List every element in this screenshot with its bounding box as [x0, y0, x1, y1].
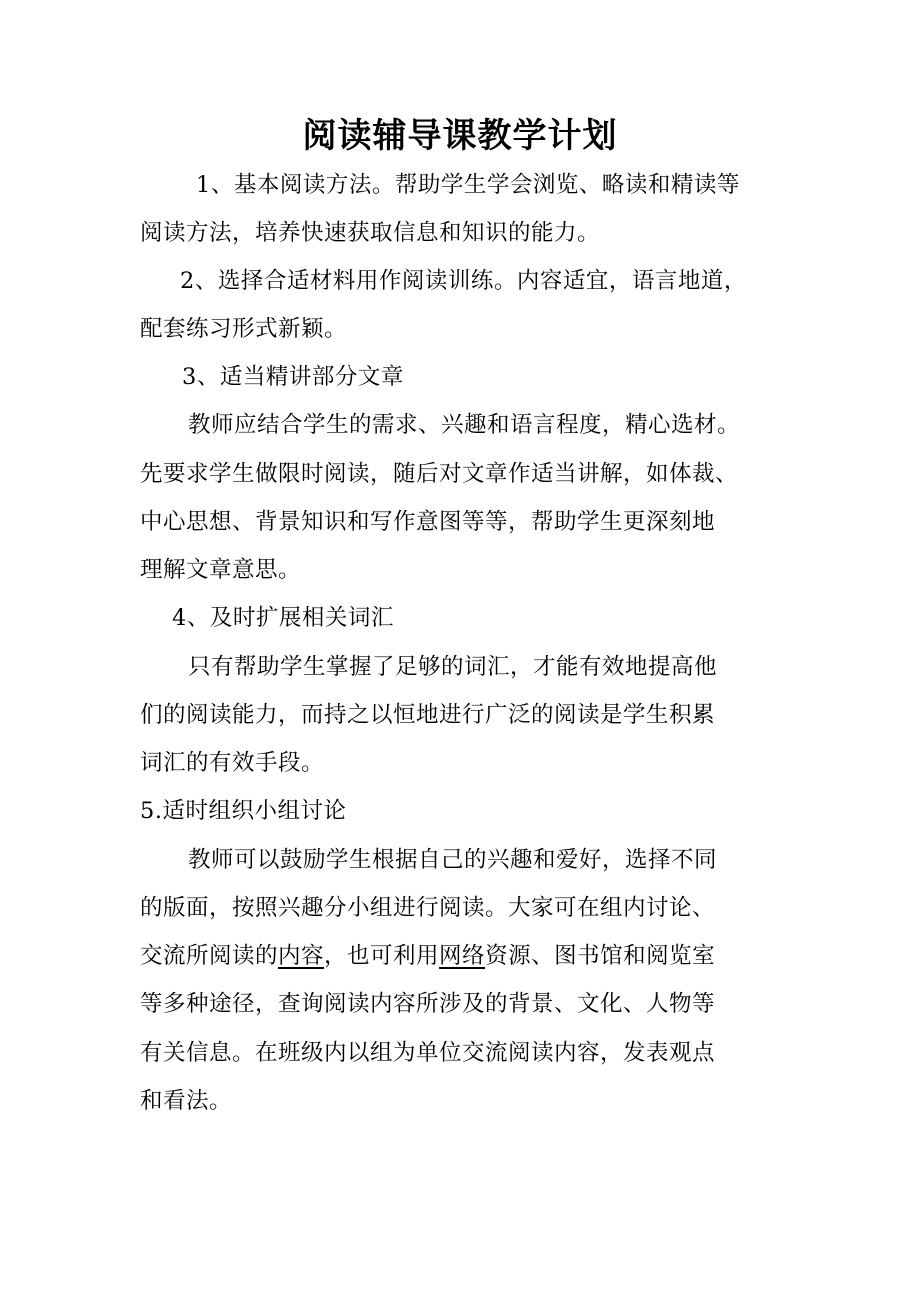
section-4-body-line-2: 们的阅读能力，而持之以恒地进行广泛的阅读是学生积累	[140, 702, 716, 728]
content-link[interactable]: 内容	[278, 943, 325, 969]
line-text-part: 资源、图书馆和阅览室	[485, 943, 716, 969]
section-3-body-line-2: 先要求学生做限时阅读，随后对文章作适当讲解，如体裁、	[140, 461, 739, 487]
section-3-body-line-4: 理解文章意思。	[140, 557, 302, 583]
section-5-body-line-5: 有关信息。在班级内以组为单位交流阅读内容，发表观点	[140, 1040, 716, 1066]
document-title: 阅读辅导课教学计划	[302, 116, 618, 156]
section-4-body-line-3: 词汇的有效手段。	[140, 750, 325, 776]
line-text-part: ，也可利用	[324, 943, 440, 969]
network-link[interactable]: 网络	[439, 943, 486, 969]
section-5-body-line-2: 的版面，按照兴趣分小组进行阅读。大家可在组内讨论、	[140, 895, 716, 921]
section-3-body-line-3: 中心思想、背景知识和写作意图等等，帮助学生更深刻地	[140, 509, 716, 535]
section-2-line-1: 2、选择合适材料用作阅读训练。内容适宜，语言地道，	[180, 268, 747, 294]
section-5-body-line-4: 等多种途径，查询阅读内容所涉及的背景、文化、人物等	[140, 991, 716, 1017]
section-5-heading: 5.适时组织小组讨论	[140, 798, 347, 824]
section-5-body-line-1: 教师可以鼓励学生根据自己的兴趣和爱好，选择不同	[188, 847, 718, 873]
section-5-body-line-6: 和看法。	[140, 1088, 233, 1114]
section-3-heading: 3、适当精讲部分文章	[182, 364, 404, 390]
section-2-line-2: 配套练习形式新颖。	[140, 316, 348, 342]
section-4-body-line-1: 只有帮助学生掌握了足够的词汇，才能有效地提高他	[188, 654, 718, 680]
section-4-heading: 4、及时扩展相关词汇	[172, 605, 394, 631]
section-3-body-line-1: 教师应结合学生的需求、兴趣和语言程度，精心选材。	[188, 412, 741, 438]
section-5-body-line-3	[140, 939, 715, 973]
line-text-part: 交流所阅读的	[140, 943, 279, 969]
section-1-line-2: 阅读方法，培养快速获取信息和知识的能力。	[140, 220, 601, 246]
section-1-line-1: 1、基本阅读方法。帮助学生学会浏览、略读和精读等	[196, 172, 740, 198]
